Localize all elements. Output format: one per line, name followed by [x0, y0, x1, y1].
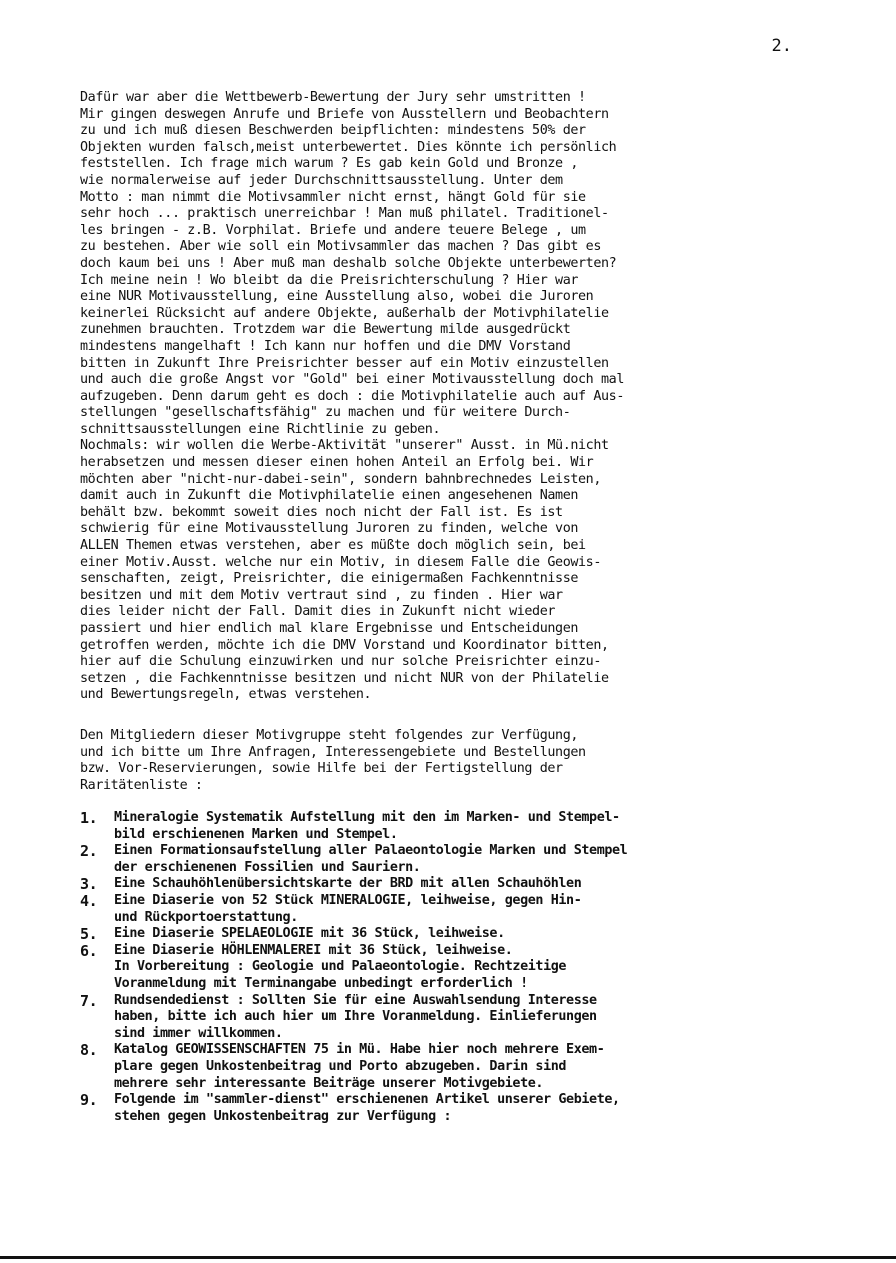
list-item-text: Mineralogie Systematik Aufstellung mit den im Marken- und Stempel- bild erschienenen Marken und Stempel.: [114, 810, 620, 842]
list-item: [80, 926, 860, 943]
page-bottom-rule: [0, 1256, 896, 1259]
list-item: [80, 943, 860, 993]
body-paragraph: Den Mitgliedern dieser Motivgruppe steht folgendes zur Verfügung, und ich bitte um Ihre Anfragen, Interessengebiete und Bestellungen bzw. Vor-Reservierungen, sowie Hilfe bei der Fertigstellung der Raritätenliste :: [80, 728, 586, 793]
list-item-number: 2.: [80, 842, 98, 861]
list-item: [80, 993, 860, 1043]
list-item: [80, 1092, 860, 1125]
list-item-text: Eine Schauhöhlenübersichtskarte der BRD mit allen Schauhöhlen: [114, 876, 582, 892]
list-item-text: Katalog GEOWISSENSCHAFTEN 75 in Mü. Habe hier noch mehrere Exem- plare gegen Unkostenbeitrag und Porto abzugeben. Darin sind mehrere sehr interessante Beiträge unserer Motivgebiete.: [114, 1042, 605, 1091]
list-item: [80, 1042, 860, 1092]
list-item-text: Eine Diaserie HÖHLENMALEREI mit 36 Stück, leihweise. In Vorbereitung : Geologie und Palaeontologie. Rechtzeitige Voranmeldung mit Terminangabe unbedingt erforderlich !: [114, 942, 567, 991]
list-item-number: 9.: [80, 1091, 98, 1110]
body-paragraph: Dafür war aber die Wettbewerb-Bewertung der Jury sehr umstritten ! Mir gingen deswegen Anrufe und Briefe von Ausstellern und Beobachtern zu und ich muß diesen Beschwerden beipflichten: mindestens 50% der Objekten wurden falsch,meist unterbewertet. Dies könnte ich persönlich feststellen. Ich frage mich warum ? Es gab kein Gold und Bronze , wie normalerweise auf jeder Durchschnittsausstellung. Unter dem Motto : man nimmt die Motivsammler nicht ernst, hängt Gold für sie sehr hoch ... praktisch unerreichbar ! Man muß philatel. Traditionel- les bringen - z.B. Vorphilat. Briefe und andere teuere Belege , um zu bestehen. Aber wie soll ein Motivsammler das machen ? Das gibt es doch kaum bei uns ! Aber muß man deshalb solche Objekte unterbewerten? Ich meine nein ! Wo bleibt da die Preisrichterschulung ? Hier war eine NUR Motivausstellung, eine Ausstellung also, wobei die Juroren keinerlei Rücksicht auf andere Objekte, außerhalb der Motivphilatelie zunehmen brauchten. Trotzdem war die Bewertung milde ausgedrückt mindestens mangelhaft ! Ich kann nur hoffen und die DMV Vorstand bitten in Zukunft Ihre Preisrichter besser auf ein Motiv einzustellen und auch die große Angst vor "Gold" bei einer Motivausstellung doch mal aufzugeben. Denn darum geht es doch : die Motivphilatelie auch auf Aus- stellungen "gesellschaftsfähig" zu machen und für weitere Durch- schnittsausstellungen eine Richtlinie zu geben. Nochmals: wir wollen die Werbe-Aktivität "unserer" Ausst. in Mü.nicht herabsetzen und messen dieser einen hohen Anteil an Erfolg bei. Wir möchten aber "nicht-nur-dabei-sein", sondern bahnbrechnedes Leisten, damit auch in Zukunft die Motivphilatelie einen angesehenen Namen behält bzw. bekommt soweit dies noch nicht der Fall ist. Es ist schwierig für eine Motivausstellung Juroren zu finden, welche von ALLEN Themen etwas verstehen, aber es müßte doch möglich sein, bei einer Motiv.Ausst. welche nur ein Motiv, in diesem Falle die Geowis- senschaften, zeigt, Preisrichter, die einigermaßen Fachkenntnisse besitzen und mit dem Motiv vertraut sind , zu finden . Hier war dies leider nicht der Fall. Damit dies in Zukunft nicht wieder passiert und hier endlich mal klare Ergebnisse und Entscheidungen getroffen werden, möchte ich die DMV Vorstand und Koordinator bitten, hier auf die Schulung einzuwirken und nur solche Preisrichter einzu- setzen , die Fachkenntnisse besitzen und nicht NUR von der Philatelie und Bewertungsregeln, etwas verstehen.: [80, 90, 624, 703]
list-item-number: 4.: [80, 891, 98, 910]
list-item-number: 6.: [80, 941, 98, 960]
list-item: [80, 876, 860, 893]
list-item-number: 5.: [80, 925, 98, 944]
numbered-list: [80, 810, 860, 1125]
list-item-number: 8.: [80, 1041, 98, 1060]
list-item-number: 7.: [80, 991, 98, 1010]
list-item: [80, 893, 860, 926]
list-item-number: 3.: [80, 875, 98, 894]
list-item-text: Folgende im "sammler-dienst" erschienenen Artikel unserer Gebiete, stehen gegen Unkostenbeitrag zur Verfügung :: [114, 1092, 620, 1124]
list-item: [80, 810, 860, 843]
list-item: [80, 843, 860, 876]
list-item-text: Eine Diaserie SPELAEOLOGIE mit 36 Stück, leihweise.: [114, 926, 505, 942]
list-item-text: Rundsendedienst : Sollten Sie für eine Auswahlsendung Interesse haben, bitte ich auch hier um Ihre Voranmeldung. Einlieferungen sind immer willkommen.: [114, 992, 597, 1041]
list-item-text: Einen Formationsaufstellung aller Palaeontologie Marken und Stempel der erschienenen Fossilien und Sauriern.: [114, 843, 628, 875]
list-item-text: Eine Diaserie von 52 Stück MINERALOGIE, leihweise, gegen Hin- und Rückportoerstattung.: [114, 892, 582, 925]
page-number: 2.: [771, 36, 792, 56]
list-item-number: 1.: [80, 809, 98, 827]
